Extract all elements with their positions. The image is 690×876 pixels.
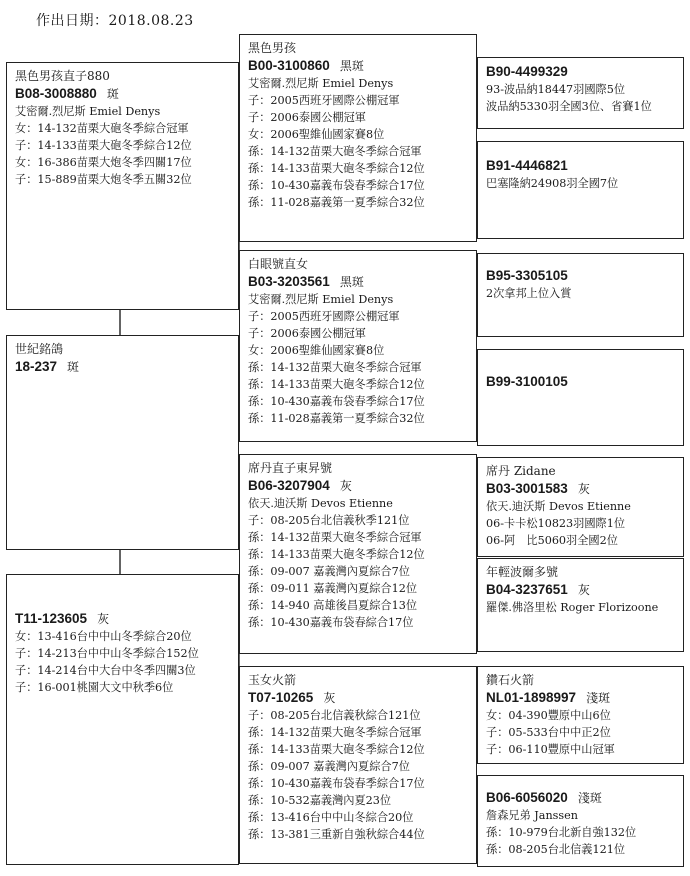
great-grandparent-box-3 [477,253,684,337]
gp2-line: 子：2006泰國公棚冠軍 [248,327,366,340]
ggp5-line: 06-阿 比5060羽全國2位 [486,534,618,547]
ggp5-line: 06-卡卡松10823羽國際1位 [486,517,626,530]
gp2-line: 子：2005西班牙國際公棚冠軍 [248,310,400,323]
gp3-color: 灰 [339,479,352,493]
grandparent-box-4 [239,666,477,864]
grandparent-box-1 [239,34,477,242]
gp4-line: 孫：10-430嘉義布袋春季綜合17位 [248,777,425,790]
ggp2-line: 巴塞隆納24908羽全國7位 [486,177,619,190]
gp4-line: 孫：13-381三重新自強秋綜合44位 [248,828,425,841]
ggp6-name: 年輕波爾多號 [486,565,559,579]
gp1-line: 孫：11-028嘉義第一夏季綜合32位 [248,196,425,209]
ggp7-line: 女：04-390豐原中山6位 [486,709,611,722]
ggp8-ring: B06-6056020 [486,790,568,805]
ggp7-color: 淺斑 [586,691,611,705]
gp2-line: 孫：14-133苗栗大砲冬季綜合12位 [248,378,425,391]
gp3-ring: B06-3207904 [248,478,330,493]
gp3-line: 依天.迪沃斯 Devos Etienne [248,497,393,510]
gp2-line: 女：2006聖維仙國家賽8位 [248,344,385,357]
gp4-line: 孫：14-132苗栗大砲冬季綜合冠軍 [248,726,422,739]
ggp6-ring: B04-3237651 [486,582,568,597]
gp3-name: 席丹直子東昇號 [248,461,333,475]
sire-line: 子：14-133苗栗大砲冬季綜合12位 [15,139,192,152]
ggp7-ring: NL01-1898997 [486,690,577,705]
gp2-line: 孫：11-028嘉義第一夏季綜合32位 [248,412,425,425]
great-grandparent-box-7 [477,666,684,764]
sire-line: 女：14-132苗栗大砲冬季綜合冠軍 [15,122,189,135]
gp4-line: 子：08-205台北信義秋綜合121位 [248,709,421,722]
ggp5-line: 依天.迪沃斯 Devos Etienne [486,500,631,513]
gp1-name: 黑色男孩 [248,41,297,55]
dam-box [6,574,239,865]
gp4-name: 玉女火箭 [248,673,297,687]
ggp7-line: 子：05-533台中中正2位 [486,726,611,739]
gp3-line: 孫：14-133苗栗大砲冬季綜合12位 [248,548,425,561]
ggp5-color: 灰 [577,482,590,496]
gp2-line: 孫：14-132苗栗大砲冬季綜合冠軍 [248,361,422,374]
gp4-line: 孫：13-416台中中山冬綜合20位 [248,811,414,824]
great-grandparent-box-6 [477,558,684,652]
gp1-line: 子：2005西班牙國際公棚冠軍 [248,94,400,107]
ggp8-line: 孫：08-205台北信義121位 [486,843,626,856]
gp4-ring: T07-10265 [248,690,314,705]
gp1-ring: B00-3100860 [248,58,330,73]
creation-date: 作出日期：2018.08.23 [36,13,194,29]
ggp8-line: 孫：10-979台北新自強132位 [486,826,637,839]
ggp7-line: 子：06-110豐原中山冠軍 [486,743,615,756]
great-grandparent-box-1 [477,57,684,129]
gp1-color: 黑斑 [339,59,364,73]
grandparent-box-2 [239,250,477,442]
ggp8-color: 淺斑 [577,791,602,805]
ggp5-ring: B03-3001583 [486,481,568,496]
dam-line: 子：16-001桃園大文中秋季6位 [15,681,174,694]
dam-line: 子：14-213台中中山冬季綜合152位 [15,647,199,660]
gp4-color: 灰 [323,691,336,705]
gp2-line: 艾密爾.烈尼斯 Emiel Denys [248,293,394,306]
dam-ring: T11-123605 [15,611,88,626]
dam-color: 灰 [97,612,110,626]
main-bird-name: 世紀銘鴿 [15,342,64,356]
ggp4-ring: B99-3100105 [486,374,568,389]
ggp1-line: 93-波品納18447羽國際5位 [486,83,626,96]
sire-name: 黑色男孩直子880 [15,69,110,83]
gp3-line: 孫：14-132苗栗大砲冬季綜合冠軍 [248,531,422,544]
sire-ring: B08-3008880 [15,86,97,101]
great-grandparent-box-5 [477,457,684,557]
sire-line: 艾密爾.烈尼斯 Emiel Denys [15,105,161,118]
gp2-color: 黑斑 [339,275,364,289]
gp3-line: 孫：09-007 嘉義灣內夏綜合7位 [248,565,410,578]
main-bird-ring: 18-237 [15,359,58,374]
ggp7-name: 鑽石火箭 [486,673,535,687]
sire-color: 斑 [106,87,119,101]
gp3-line: 孫：10-430嘉義布袋春綜合17位 [248,616,414,629]
gp4-line: 孫：10-532嘉義灣內夏23位 [248,794,392,807]
ggp3-ring: B95-3305105 [486,268,568,283]
sire-line: 子：15-889苗栗大炮冬季五關32位 [15,173,192,186]
dam-line: 女：13-416台中中山冬季綜合20位 [15,630,192,643]
gp1-line: 孫：14-133苗栗大砲冬季綜合12位 [248,162,425,175]
grandparent-box-3 [239,454,477,654]
ggp6-color: 灰 [577,583,590,597]
ggp1-line: 波品納5330羽全國3位、省賽1位 [486,100,652,113]
ggp2-ring: B91-4446821 [486,158,568,173]
main-bird-color: 斑 [67,360,80,374]
gp1-line: 女：2006聖維仙國家賽8位 [248,128,385,141]
ggp6-line: 羅傑.佛洛里松 Roger Florizoone [486,601,659,614]
gp1-line: 孫：14-132苗栗大砲冬季綜合冠軍 [248,145,422,158]
gp2-ring: B03-3203561 [248,274,330,289]
gp4-line: 孫：14-133苗栗大砲冬季綜合12位 [248,743,425,756]
gp2-line: 孫：10-430嘉義布袋春季綜合17位 [248,395,425,408]
great-grandparent-box-8 [477,775,684,867]
gp3-line: 子：08-205台北信義秋季121位 [248,514,410,527]
great-grandparent-box-2 [477,141,684,239]
ggp3-line: 2次拿邦上位入賞 [486,287,572,300]
sire-line: 女：16-386苗栗大炮冬季四關17位 [15,156,192,169]
ggp1-ring: B90-4499329 [486,64,568,79]
gp1-line: 子：2006泰國公棚冠軍 [248,111,366,124]
gp3-line: 孫：09-011 嘉義灣內夏綜合12位 [248,582,418,595]
great-grandparent-box-4 [477,349,684,446]
ggp5-name: 席丹 Zidane [486,464,556,478]
ggp8-line: 詹森兄弟 Janssen [486,809,578,822]
gp1-line: 孫：10-430嘉義布袋春季綜合17位 [248,179,425,192]
gp3-line: 孫：14-940 高雄後昌夏綜合13位 [248,599,418,612]
main-bird-box [6,335,239,550]
sire-box [6,62,239,310]
dam-line: 子：14-214台中大台中冬季四關3位 [15,664,196,677]
gp4-line: 孫：09-007 嘉義灣內夏綜合7位 [248,760,410,773]
gp2-name: 白眼號直女 [248,257,309,271]
gp1-line: 艾密爾.烈尼斯 Emiel Denys [248,77,394,90]
